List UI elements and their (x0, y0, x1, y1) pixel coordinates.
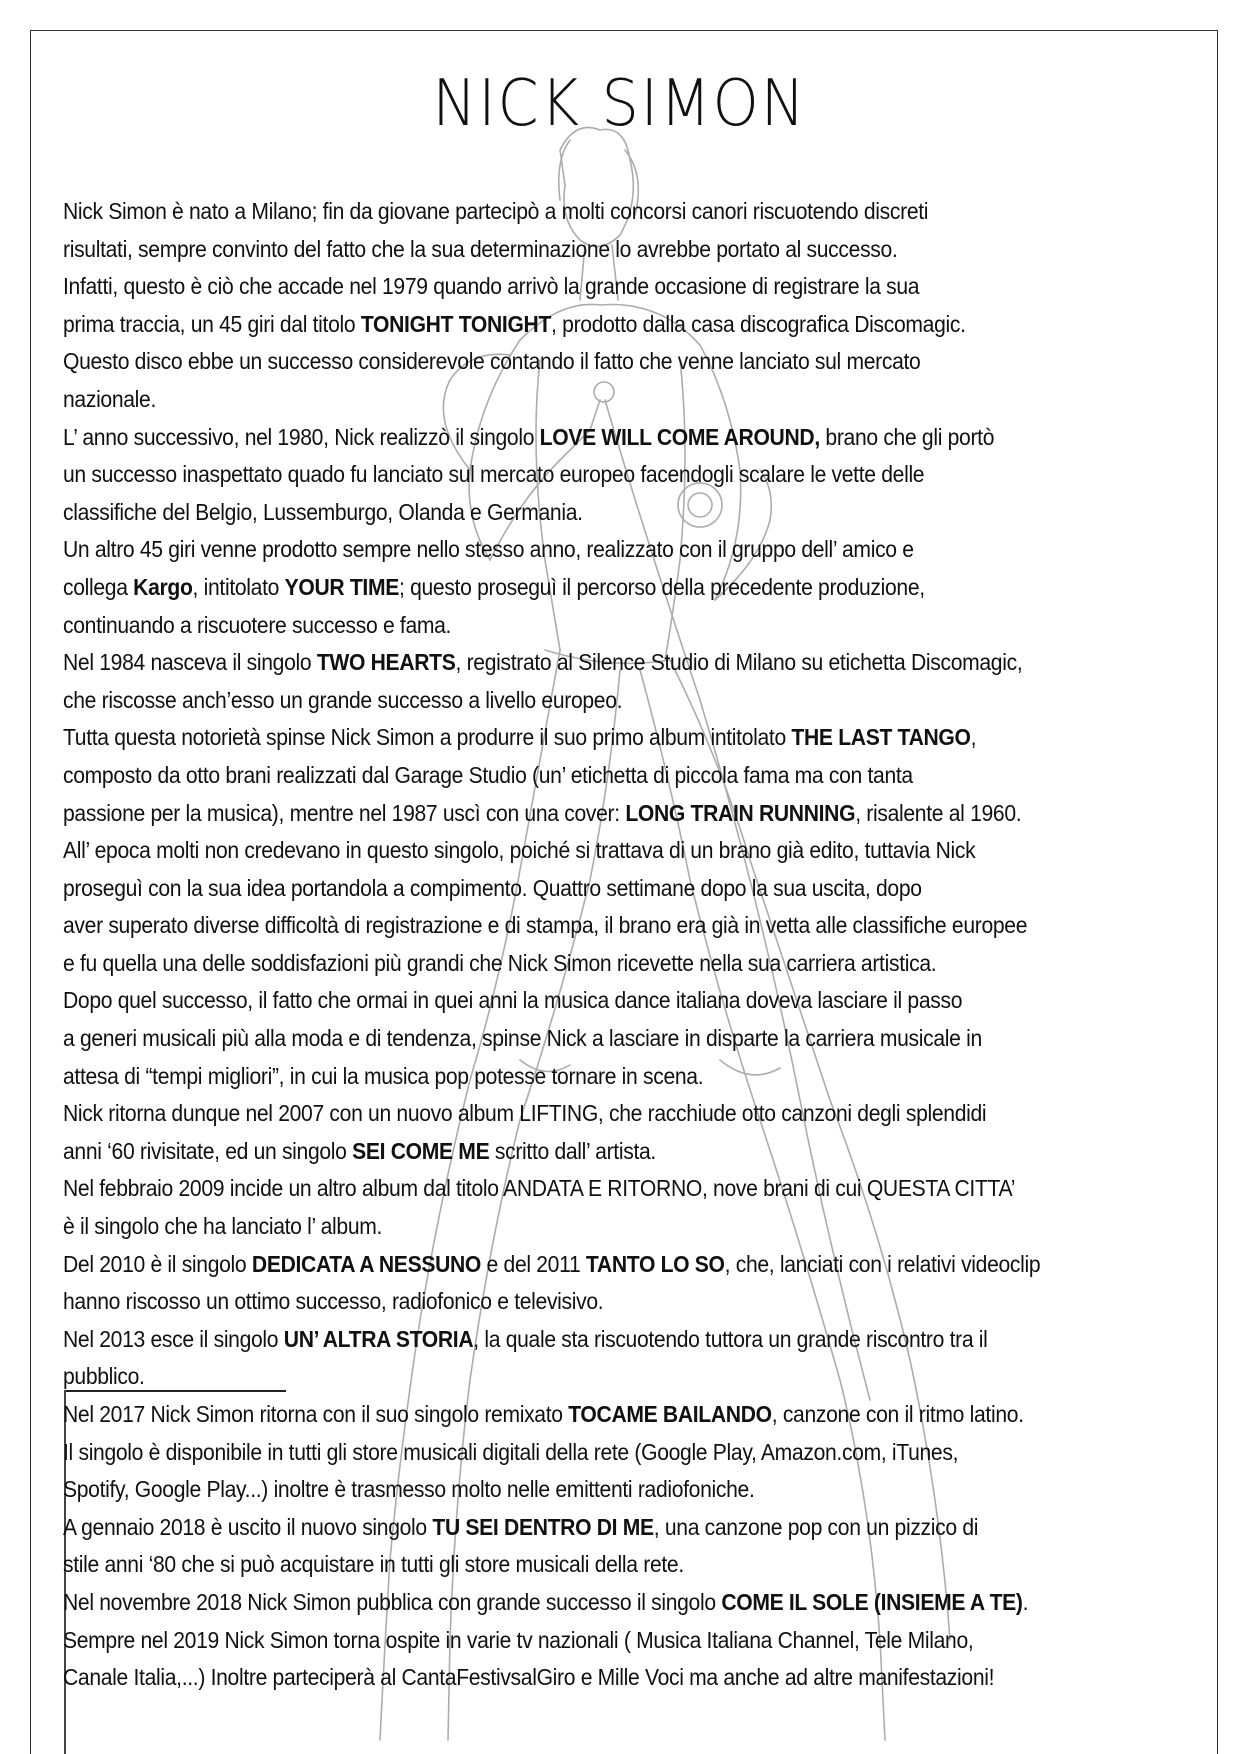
text-segment: Sempre nel 2019 Nick Simon torna ospite in varie tv nazionali ( Musica Italiana Channel, Tele Milano, (63, 1626, 974, 1653)
text-segment: continuando a riscuotere successo e fama. (63, 611, 452, 638)
text-segment: L’ anno successivo, nel 1980, Nick realizzò il singolo (63, 423, 540, 450)
text-segment: Un altro 45 giri venne prodotto sempre nello stesso anno, realizzato con il gruppo dell’ amico e (63, 536, 914, 563)
text-line (63, 757, 1191, 795)
text-segment: Nick ritorna dunque nel 2007 con un nuovo album LIFTING, che racchiude otto canzoni degli splendidi (63, 1100, 987, 1127)
bold-title: TWO HEARTS (316, 649, 456, 676)
text-line (63, 1321, 1191, 1359)
text-segment: Del 2010 è il singolo (63, 1250, 252, 1277)
text-line (63, 419, 1191, 457)
text-segment: Nel novembre 2018 Nick Simon pubblica con grande successo il singolo (63, 1588, 722, 1615)
text-segment: stile anni ‘80 che si può acquistare in tutti gli store musicali della rete. (63, 1551, 684, 1578)
text-segment: collega (63, 573, 134, 600)
text-line (63, 1358, 1191, 1396)
text-segment: Nel 2017 Nick Simon ritorna con il suo singolo remixato (63, 1401, 569, 1427)
text-segment: , una canzone pop con un pizzico di (653, 1513, 979, 1540)
text-segment: Nel 1984 nasceva il singolo (63, 649, 317, 676)
text-segment: , la quale sta riscuotendo tuttora un grande riscontro tra il (473, 1325, 988, 1352)
text-line (63, 1584, 1191, 1622)
text-line (63, 1170, 1191, 1208)
biography-text (63, 193, 1191, 1697)
text-line (63, 494, 1191, 532)
bold-title: DEDICATA A NESSUNO (251, 1250, 482, 1277)
text-line (63, 907, 1191, 945)
text-line (63, 945, 1191, 983)
text-segment: , (970, 724, 977, 751)
text-segment: , che, lanciati con i relativi videoclip (724, 1250, 1041, 1277)
text-segment: attesa di “tempi migliori”, in cui la musica pop potesse tornare in scena. (63, 1062, 704, 1089)
text-segment: che riscosse anch’esso un grande successo a livello europeo. (63, 686, 623, 713)
text-segment: è il singolo che ha lanciato l’ album. (63, 1213, 383, 1240)
bold-title: TOCAME BAILANDO (568, 1401, 772, 1427)
bold-title: LOVE WILL COME AROUND, (539, 423, 820, 450)
text-segment: A gennaio 2018 è uscito il nuovo singolo (63, 1513, 433, 1540)
text-segment: a generi musicali più alla moda e di tendenza, spinse Nick a lasciare in disparte la carriera musicale in (63, 1025, 982, 1052)
bold-title: THE LAST TANGO (791, 724, 971, 751)
text-segment: e del 2011 (481, 1250, 586, 1277)
text-segment: ; questo proseguì il percorso della precedente produzione, (398, 573, 925, 600)
text-segment: , canzone con il ritmo latino. (771, 1401, 1024, 1427)
text-line (63, 832, 1191, 870)
text-segment: Tutta questa notorietà spinse Nick Simon a produrre il suo primo album intitolato (63, 724, 792, 751)
text-line (63, 1246, 1191, 1284)
text-line (63, 193, 1191, 231)
text-line (63, 644, 1191, 682)
text-line (63, 1622, 1191, 1660)
text-segment: Spotify, Google Play...) inoltre è trasmesso molto nelle emittenti radiofoniche. (63, 1476, 755, 1503)
text-line (63, 1396, 1191, 1434)
text-line (63, 1546, 1191, 1584)
text-segment: passione per la musica), mentre nel 1987 uscì con una cover: (63, 799, 626, 826)
text-segment: Nick Simon è nato a Milano; fin da giovane partecipò a molti concorsi canori riscuotendo discreti (63, 198, 929, 224)
bold-title: TU SEI DENTRO DI ME (432, 1513, 654, 1540)
bold-title: SEI COME ME (352, 1137, 490, 1164)
text-segment: prima traccia, un 45 giri dal titolo (63, 310, 361, 337)
text-segment: brano che gli portò (819, 423, 995, 450)
text-line (63, 231, 1191, 269)
text-segment: Dopo quel successo, il fatto che ormai in quei anni la musica dance italiana doveva lasciare il passo (63, 987, 963, 1014)
bold-title: Kargo (133, 573, 193, 600)
bold-title: YOUR TIME (284, 573, 399, 600)
text-line (63, 1283, 1191, 1321)
text-segment: All’ epoca molti non credevano in questo singolo, poiché si trattava di un brano già edito, tuttavia Nick (63, 837, 976, 864)
text-segment: hanno riscosso un ottimo successo, radiofonico e televisivo. (63, 1288, 604, 1315)
text-segment: e fu quella una delle soddisfazioni più grandi che Nick Simon ricevette nella sua carriera artistica. (63, 949, 937, 976)
text-segment: risultati, sempre convinto del fatto che la sua determinazione lo avrebbe portato al successo. (63, 235, 898, 262)
text-segment: proseguì con la sua idea portandola a compimento. Quattro settimane dopo la sua uscita, dopo (63, 874, 922, 901)
text-line (63, 268, 1191, 306)
text-segment: Il singolo è disponibile in tutti gli store musicali digitali della rete (Google Play, Amazon.com, iTunes, (63, 1438, 959, 1465)
bold-title: UN’ ALTRA STORIA (283, 1325, 474, 1352)
text-segment: . (1022, 1588, 1029, 1615)
text-segment: Questo disco ebbe un successo considerevole contando il fatto che venne lanciato sul mercato (63, 348, 921, 375)
text-line (63, 1020, 1191, 1058)
text-segment: composto da otto brani realizzati dal Garage Studio (un’ etichetta di piccola fama ma con tanta (63, 761, 913, 788)
text-line (63, 1095, 1191, 1133)
text-segment: Canale Italia,...) Inoltre parteciperà al CantaFestivsalGiro e Mille Voci ma anche ad altre manifestazioni! (63, 1664, 995, 1691)
text-line (63, 1659, 1191, 1697)
text-segment: pubblico. (63, 1363, 145, 1390)
bold-title: COME IL SOLE (INSIEME A TE) (721, 1588, 1023, 1615)
text-segment: , registrato al Silence Studio di Milano su etichetta Discomagic, (455, 649, 1023, 676)
text-segment: nazionale. (63, 385, 157, 412)
text-segment: Infatti, questo è ciò che accade nel 1979 quando arrivò la grande occasione di registrare la sua (63, 273, 920, 300)
text-line (63, 719, 1191, 757)
text-line (63, 1434, 1191, 1472)
text-segment: anni ‘60 rivisitate, ed un singolo (63, 1137, 353, 1164)
text-line (63, 343, 1191, 381)
text-segment: Nel febbraio 2009 incide un altro album dal titolo ANDATA E RITORNO, nove brani di cui QUESTA CITTA’ (63, 1175, 1016, 1202)
text-line (63, 306, 1191, 344)
text-line (63, 569, 1191, 607)
text-segment: Nel 2013 esce il singolo (63, 1325, 284, 1352)
bold-title: LONG TRAIN RUNNING (625, 799, 856, 826)
page-title: NICK SIMON (432, 67, 807, 141)
text-line (63, 381, 1191, 419)
text-segment: , prodotto dalla casa discografica Discomagic. (551, 310, 966, 337)
text-line (63, 982, 1191, 1020)
text-line (63, 1509, 1191, 1547)
text-line (63, 682, 1191, 720)
text-segment: un successo inaspettato quado fu lanciato sul mercato europeo facendogli scalare le vette delle (63, 461, 925, 488)
text-line (63, 795, 1191, 833)
text-line (63, 1058, 1191, 1096)
bold-title: TONIGHT TONIGHT (360, 310, 552, 337)
text-segment: aver superato diverse difficoltà di registrazione e di stampa, il brano era già in vetta alle classifiche europee (63, 912, 1028, 939)
text-line (63, 1471, 1191, 1509)
text-line (63, 1208, 1191, 1246)
text-line (63, 607, 1191, 645)
text-line (63, 1133, 1191, 1171)
text-line (63, 456, 1191, 494)
text-segment: classifiche del Belgio, Lussemburgo, Olanda e Germania. (63, 498, 583, 525)
text-line (63, 531, 1191, 569)
text-line (63, 870, 1191, 908)
text-segment: , risalente al 1960. (855, 799, 1022, 826)
text-segment: , intitolato (192, 573, 285, 600)
bold-title: TANTO LO SO (585, 1250, 725, 1277)
text-segment: scritto dall’ artista. (489, 1137, 656, 1164)
